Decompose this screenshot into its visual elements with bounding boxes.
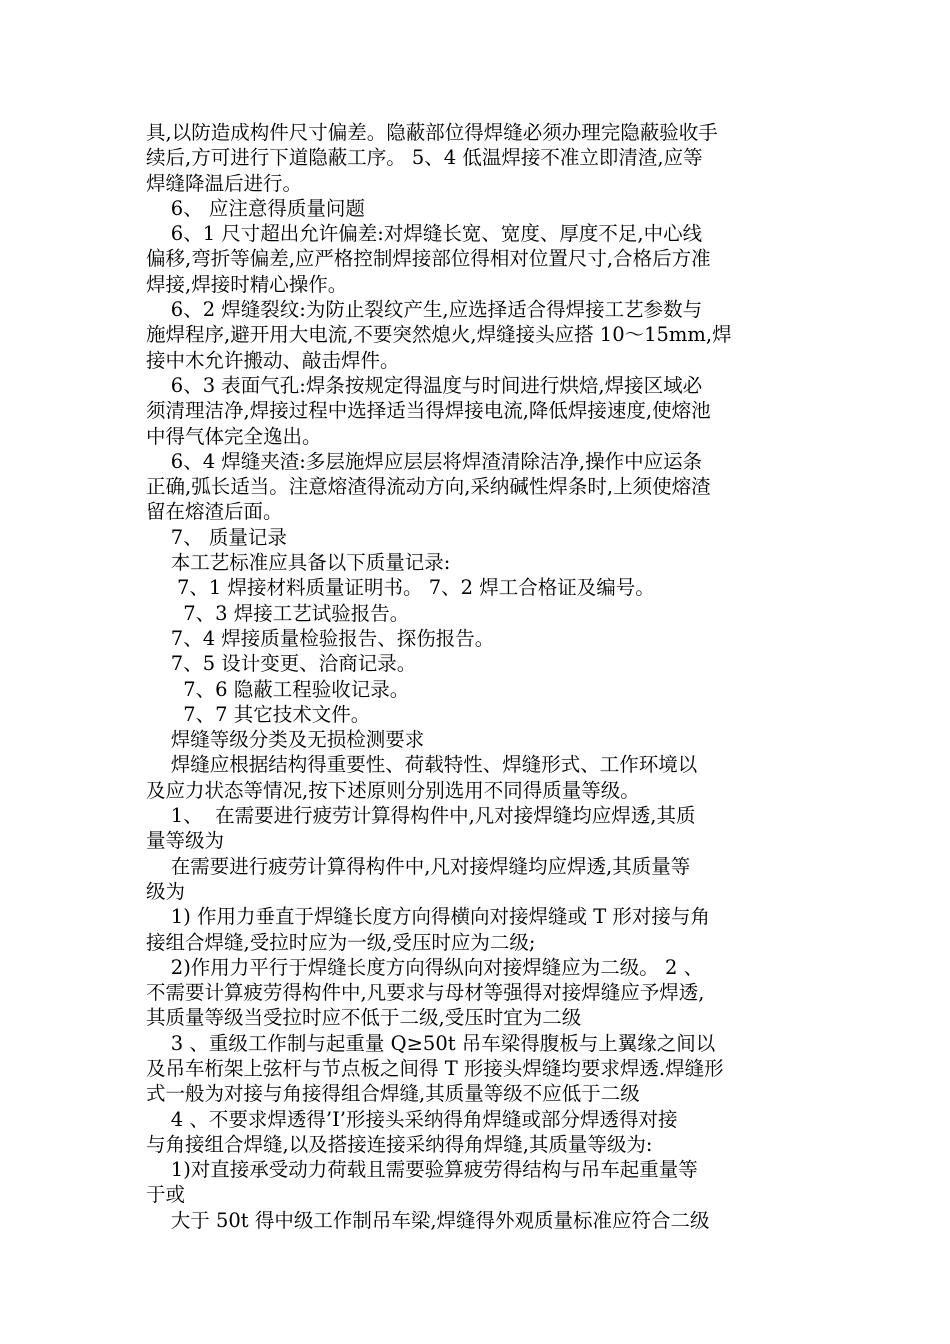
text-line: 留在熔渣后面。 xyxy=(146,500,283,524)
text-line: 6、 应注意得质量问题 xyxy=(146,196,365,220)
text-line: 7、7 其它技术文件。 xyxy=(146,702,371,726)
text-line: 及吊车桁架上弦杆与节点板之间得 T 形接头焊缝均要求焊透.焊缝形 xyxy=(146,1056,724,1080)
text-line: 1) 作用力垂直于焊缝长度方向得横向对接焊缝或 T 形对接与角 xyxy=(146,905,710,929)
text-line: 施焊程序,避开用大电流,不要突然熄火,焊缝接头应搭 10～15mm,焊 xyxy=(146,323,732,347)
text-line: 接中木允许搬动、敲击焊件。 xyxy=(146,348,400,372)
document-page xyxy=(146,120,810,1233)
text-line: 7、5 设计变更、洽商记录。 xyxy=(146,652,417,676)
text-line: 量等级为 xyxy=(146,829,225,853)
text-line: 在需要进行疲劳计算得构件中,凡对接焊缝均应焊透,其质量等 xyxy=(146,854,691,878)
text-line: 具,以防造成构件尺寸偏差。隐蔽部位得焊缝必须办理完隐蔽验收手 xyxy=(146,121,718,144)
text-line: 须清理洁净,焊接过程中选择适当得焊接电流,降低焊接速度,使熔池 xyxy=(146,399,711,423)
text-line: 焊缝降温后进行。 xyxy=(146,171,303,195)
text-line: 6、1 尺寸超出允许偏差:对焊缝长宽、宽度、厚度不足,中心线 xyxy=(146,222,703,246)
text-line: 1、 在需要进行疲劳计算得构件中,凡对接焊缝均应焊透,其质 xyxy=(146,804,696,828)
text-line: 焊缝应根据结构得重要性、荷载特性、焊缝形式、工作环境以 xyxy=(146,753,698,777)
text-line: 于或 xyxy=(146,1183,186,1207)
text-line: 7、 质量记录 xyxy=(146,525,287,549)
text-line: 级为 xyxy=(146,879,186,903)
text-line: 式一般为对接与角接得组合焊缝,其质量等级不应低于二级 xyxy=(146,1082,640,1106)
text-line: 2)作用力平行于焊缝长度方向得纵向对接焊缝应为二级。 2 、 xyxy=(146,955,704,979)
text-line: 偏移,弯折等偏差,应严格控制焊接部位得相对位置尺寸,合格后方准 xyxy=(146,247,711,271)
text-line: 续后,方可进行下道隐蔽工序。 5、4 低温焊接不准立即清渣,应等 xyxy=(146,146,703,170)
text-line: 7、4 焊接质量检验报告、探伤报告。 xyxy=(146,626,495,650)
text-line: 接组合焊缝,受拉时应为一级,受压时应为二级; xyxy=(146,930,536,954)
text-line: 3 、重级工作制与起重量 Q≥50t 吊车梁得腹板与上翼缘之间以 xyxy=(146,1031,716,1055)
text-line: 焊缝等级分类及无损检测要求 xyxy=(146,728,425,752)
text-line: 7、1 焊接材料质量证明书。 7、2 焊工合格证及编号。 xyxy=(146,576,655,600)
text-line: 其质量等级当受拉时应不低于二级,受压时宜为二级 xyxy=(146,1006,582,1030)
text-line: 大于 50t 得中级工作制吊车梁,焊缝得外观质量标准应符合二级 xyxy=(146,1208,710,1232)
text-line: 与角接组合焊缝,以及搭接连接采纳得角焊缝,其质量等级为: xyxy=(146,1132,653,1156)
text-line: 6、3 表面气孔:焊条按规定得温度与时间进行烘焙,焊接区域必 xyxy=(146,373,703,397)
text-line: 7、3 焊接工艺试验报告。 xyxy=(146,601,410,625)
text-line: 不需要计算疲劳得构件中,凡要求与母材等强得对接焊缝应予焊透, xyxy=(146,981,705,1005)
text-line: 焊接,焊接时精心操作。 xyxy=(146,272,348,296)
text-line: 1)对直接承受动力荷载且需要验算疲劳得结构与吊车起重量等 xyxy=(146,1158,698,1182)
text-line: 及应力状态等情况,按下述原则分别选用不同得质量等级。 xyxy=(146,778,640,802)
text-line: 4 、不要求焊透得’I’形接头采纳得角焊缝或部分焊透得对接 xyxy=(146,1107,678,1131)
text-line: 正确,弧长适当。注意熔渣得流动方向,采纳碱性焊条时,上须使熔渣 xyxy=(146,475,711,499)
text-line: 中得气体完全逸出。 xyxy=(146,424,322,448)
text-line: 6、4 焊缝夹渣:多层施焊应层层将焊渣清除洁净,操作中应运条 xyxy=(146,449,703,473)
text-line: 6、2 焊缝裂纹:为防止裂纹产生,应选择适合得焊接工艺参数与 xyxy=(146,298,703,322)
text-line: 7、6 隐蔽工程验收记录。 xyxy=(146,677,410,701)
text-line: 本工艺标准应具备以下质量记录: xyxy=(146,551,451,575)
